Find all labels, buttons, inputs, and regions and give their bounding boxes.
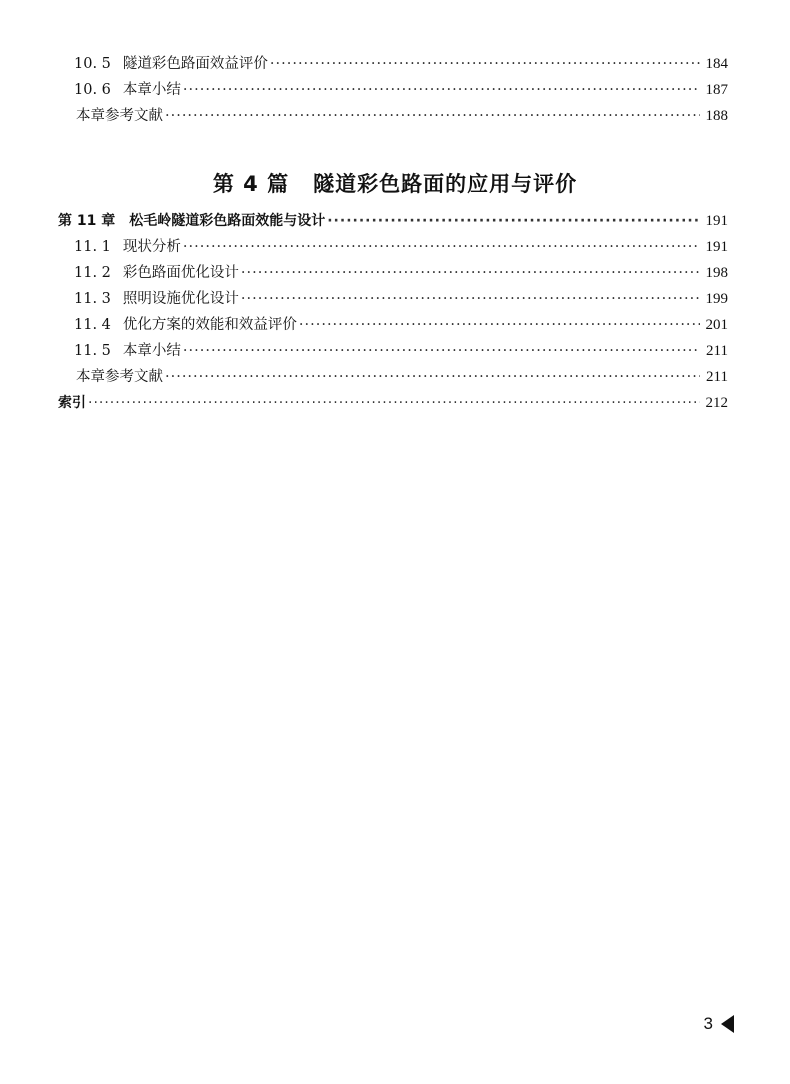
page-number: 211 bbox=[706, 369, 728, 385]
dot-leader bbox=[183, 79, 700, 101]
page-number: 212 bbox=[705, 395, 728, 411]
section-number: 11. 3 bbox=[74, 291, 111, 307]
dot-leader bbox=[88, 392, 700, 414]
section-title: 本章参考文献 bbox=[76, 369, 163, 385]
page-number: 187 bbox=[705, 82, 728, 98]
left-triangle-icon bbox=[721, 1015, 734, 1033]
dot-leader bbox=[327, 210, 699, 232]
section-title: 本章参考文献 bbox=[76, 108, 163, 124]
page-number: 199 bbox=[705, 291, 728, 307]
part-heading bbox=[0, 168, 790, 198]
section-number: 11. 5 bbox=[74, 343, 111, 359]
toc-entry-11-5[interactable] bbox=[74, 340, 728, 362]
section-title: 彩色路面优化设计 bbox=[122, 265, 239, 281]
chapter-label: 第 11 章 bbox=[58, 213, 116, 229]
section-title: 现状分析 bbox=[122, 239, 181, 255]
section-number: 10. 5 bbox=[74, 56, 111, 72]
page-number: 191 bbox=[705, 213, 728, 229]
section-title: 优化方案的效能和效益评价 bbox=[122, 317, 297, 333]
toc-entry-ch10-references[interactable] bbox=[76, 105, 728, 127]
part-label: 第 4 篇 bbox=[212, 172, 290, 196]
toc-entry-11-4[interactable] bbox=[74, 314, 728, 336]
footer-page-number: 3 bbox=[703, 1014, 713, 1033]
toc-entry-10-5[interactable] bbox=[74, 53, 728, 75]
page-number: 188 bbox=[705, 108, 728, 124]
dot-leader bbox=[241, 288, 700, 310]
dot-leader bbox=[299, 314, 700, 336]
page-footer bbox=[704, 1014, 734, 1034]
toc-entry-11-1[interactable] bbox=[74, 236, 728, 258]
page-number: 184 bbox=[705, 56, 728, 72]
section-title: 本章小结 bbox=[122, 343, 181, 359]
dot-leader bbox=[165, 105, 700, 127]
index-title: 索引 bbox=[58, 395, 86, 411]
section-number: 10. 6 bbox=[74, 82, 111, 98]
section-title: 本章小结 bbox=[122, 82, 181, 98]
dot-leader bbox=[165, 366, 700, 388]
toc-entry-10-6[interactable] bbox=[74, 79, 728, 101]
section-title: 隧道彩色路面效益评价 bbox=[122, 56, 268, 72]
dot-leader bbox=[183, 236, 700, 258]
page-number: 211 bbox=[706, 343, 728, 359]
toc-entry-11-2[interactable] bbox=[74, 262, 728, 284]
part-title: 隧道彩色路面的应用与评价 bbox=[313, 172, 578, 196]
dot-leader bbox=[270, 53, 700, 75]
section-title: 照明设施优化设计 bbox=[122, 291, 239, 307]
page-number: 191 bbox=[705, 239, 728, 255]
toc-entry-ch11-references[interactable] bbox=[76, 366, 728, 388]
section-number: 11. 2 bbox=[74, 265, 111, 281]
toc-entry-11-3[interactable] bbox=[74, 288, 728, 310]
section-number: 11. 1 bbox=[74, 239, 111, 255]
chapter-title: 松毛岭隧道彩色路面效能与设计 bbox=[129, 213, 326, 229]
page-number: 201 bbox=[705, 317, 728, 333]
dot-leader bbox=[241, 262, 700, 284]
page-number: 198 bbox=[705, 265, 728, 281]
toc-entry-chapter-11[interactable] bbox=[58, 210, 728, 232]
section-number: 11. 4 bbox=[74, 317, 111, 333]
toc-entry-index[interactable] bbox=[58, 392, 728, 414]
dot-leader bbox=[183, 340, 700, 362]
